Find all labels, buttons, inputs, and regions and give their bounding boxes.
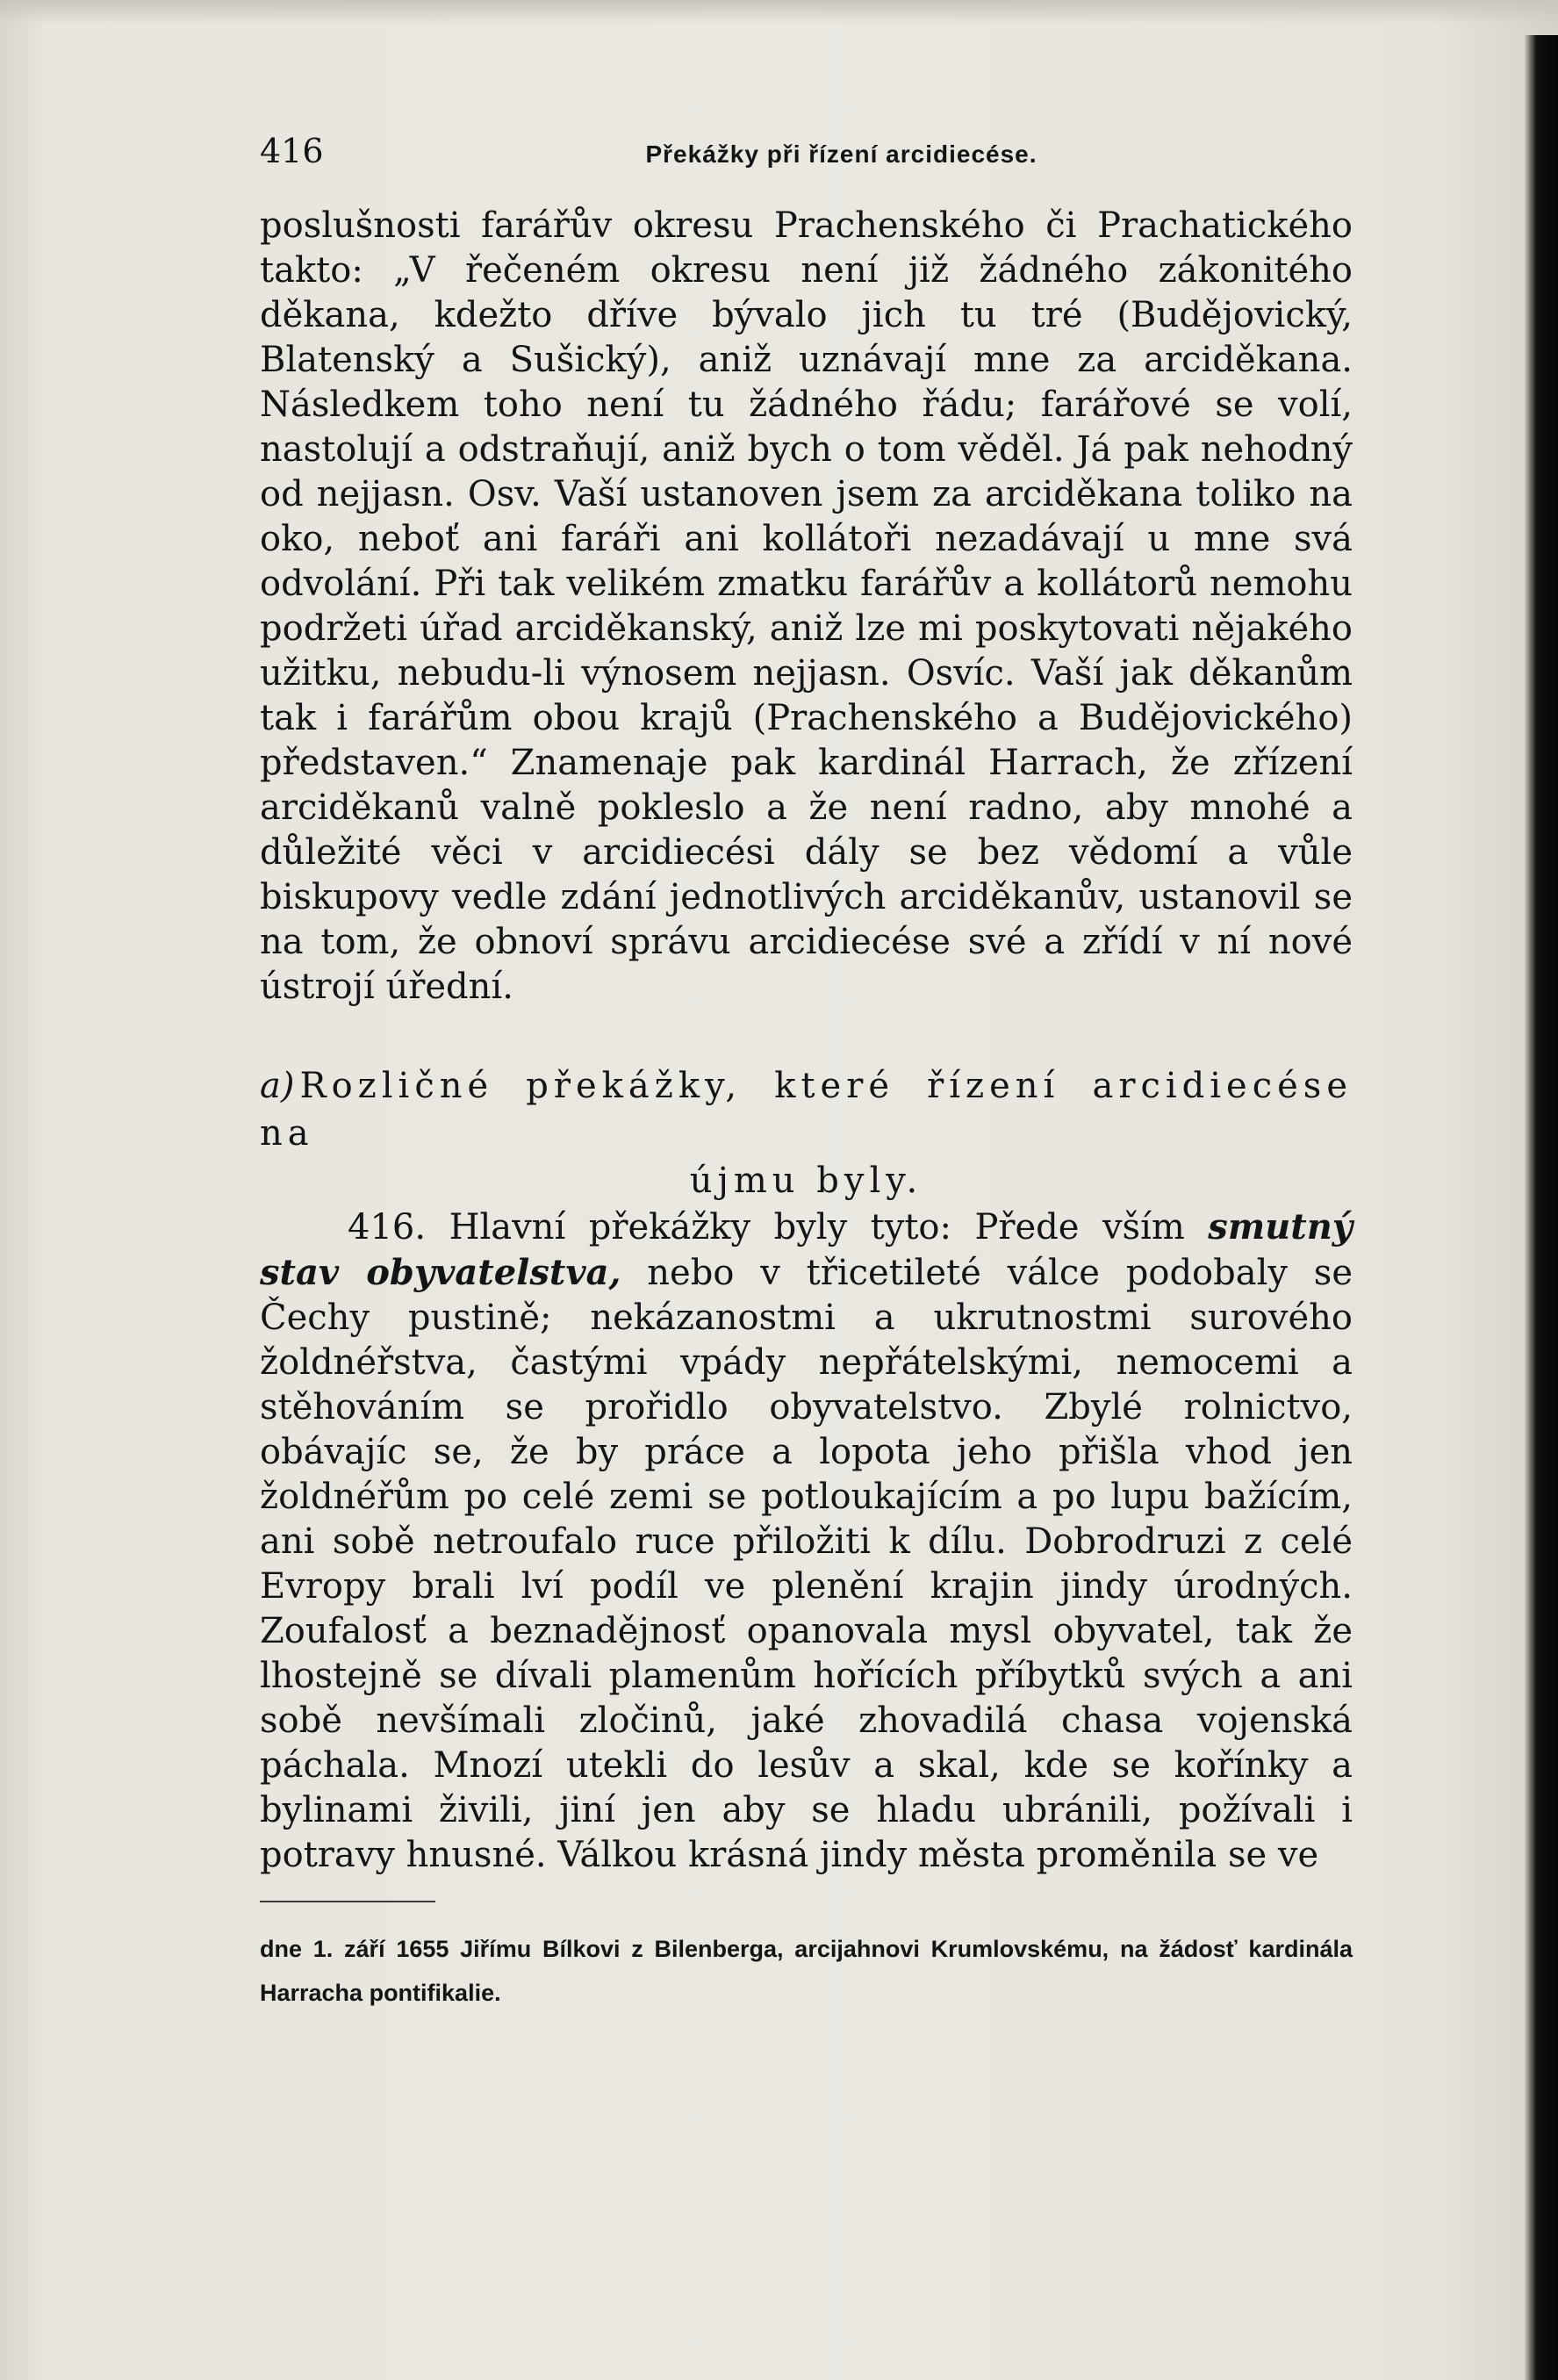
page-header: [260, 132, 1353, 184]
section-heading: [260, 1062, 1353, 1204]
footnote: dne 1. září 1655 Jiřímu Bílkovi z Bilenberga, arcijahnovi Krumlovskému, na žádosť kardinála Harracha pontifikalie.: [260, 1936, 1353, 2006]
body-text: [260, 204, 1353, 1878]
paragraph-continuation: poslušnosti farářův okresu Prachenského či Prachatického takto: „V řečeném okresu není již žádného zákonitého děkana, kdežto dříve bývalo jich tu tré (Budějovický, Blatenský a Sušický), aniž uznávají mne za arciděkana. Následkem toho není tu žádného řádu; farářové se volí, nastolují a odstraňují, aniž bych o tom věděl. Já pak nehodný od nejjasn. Osv. Vaší ustanoven jsem za arciděkana toliko na oko, neboť ani faráři ani kollátoři nezadávají u mne svá odvolání. Při tak velikém zmatku farářův a kollátorů nemohu podržeti úřad arciděkanský, aniž lze mi poskytovati nějakého užitku, nebudu-li výnosem nejjasn. Osvíc. Vaší jak děkanům tak i farářům obou krajů (Prachenského a Budějovického) představen.“ Znamenaje pak kardinál Harrach, že zřízení arciděkanů valně pokleslo a že není radno, aby mnohé a důležité věci v arcidiecési dály se bez vědomí a vůle biskupovy vedle zdání jednotlivých arciděkanův, ustanovil se na tom, že obnoví správu arcidiecése své a zřídí v ní nové ústrojí úřední.: [260, 205, 1353, 1007]
paragraph-number: 416.: [348, 1207, 427, 1248]
footnote-divider: [260, 1901, 435, 1902]
running-title: Překážky při řízení arcidiecése.: [645, 140, 1037, 168]
scan-right-edge: [1525, 35, 1558, 2380]
paragraph-416: [260, 1204, 1353, 1878]
paragraph-text-start: Hlavní překážky byly tyto: Přede vším: [449, 1207, 1185, 1248]
paragraph-emphasis: smutný stav obyvatelstva,: [260, 1206, 1353, 1293]
scan-top-shadow: [0, 0, 1558, 25]
section-heading-line-1: [260, 1062, 1353, 1157]
section-title-line-2: újmu byly.: [689, 1161, 923, 1201]
page-number: 416: [260, 132, 324, 170]
section-title-line-1: Rozličné překážky, které řízení arcidiecése na: [260, 1066, 1353, 1154]
book-page: [260, 132, 1353, 2015]
paragraph-text-rest: nebo v třicetileté válce podobaly se Čechy pustině; nekázanostmi a ukrutnostmi surového žoldnéřstva, častými vpády nepřátelskými, nemocemi a stěhováním se prořidlo obyvatelstvo. Zbylé rolnictvo, obávajíc se, že by práce a lopota jeho přišla vhod jen žoldnéřům po celé zemi se potloukajícím a po lupu bažícím, ani sobě netroufalo ruce přiložiti k dílu. Dobrodruzi z celé Evropy brali lví podíl ve plenění krajin jindy úrodných. Zoufalosť a beznadějnosť opanovala mysl obyvatel, tak že lhostejně se dívali plamenům hořících příbytků svých a ani sobě nevšímali zločinů, jaké zhovadilá chasa vojenská páchala. Mnozí utekli do lesův a skal, kde se kořínky a bylinami živili, jiní jen aby se hladu ubránili, požívali i potravy hnusné. Válkou krásná jindy města proměnila se ve: [260, 1253, 1353, 1875]
section-label: a): [260, 1066, 295, 1106]
